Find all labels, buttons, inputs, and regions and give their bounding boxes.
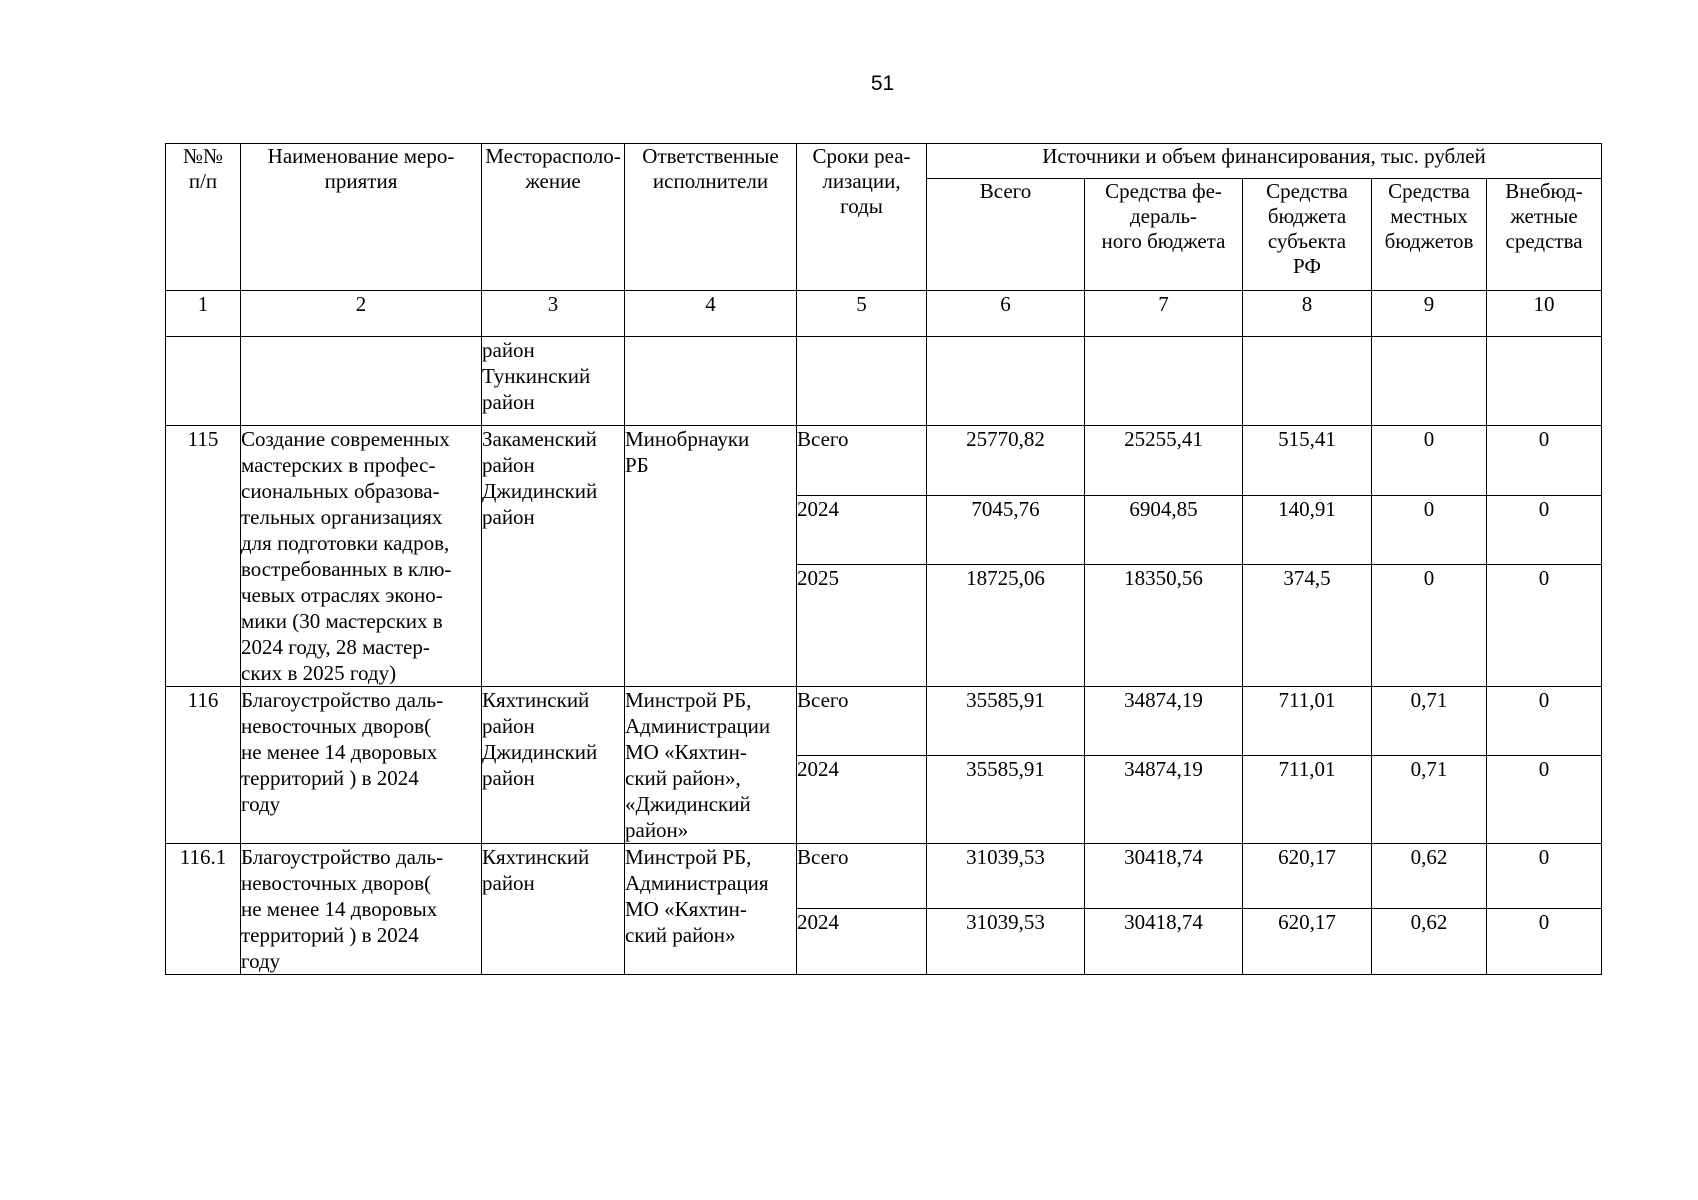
text-line: сиональных образова- [241, 479, 440, 503]
table-body [166, 144, 1602, 975]
column-number: 2 [241, 291, 482, 337]
text-line: район [482, 505, 535, 529]
amount-local: 0 [1372, 565, 1487, 687]
item-number: 116 [166, 687, 241, 844]
amount-regional: 711,01 [1243, 756, 1372, 844]
header-num [166, 144, 241, 291]
text-line: субъекта [1267, 229, 1347, 253]
text-line: Минстрой РБ, [625, 845, 752, 869]
amount-local: 0,62 [1372, 909, 1487, 975]
text-line: район [482, 390, 535, 414]
column-number: 10 [1487, 291, 1602, 337]
text-line: году [241, 792, 281, 816]
amount-regional: 515,41 [1243, 426, 1372, 496]
header-federal [1085, 179, 1243, 291]
item-location [482, 426, 625, 687]
column-number: 9 [1372, 291, 1487, 337]
amount-regional: 711,01 [1243, 687, 1372, 756]
text-line: РБ [625, 453, 649, 477]
header-terms [797, 144, 927, 291]
text-line: бюджета [1267, 204, 1347, 228]
amount-regional: 140,91 [1243, 495, 1372, 565]
header-name [241, 144, 482, 291]
period-cell: 2024 [797, 756, 927, 844]
text-line: Наименование меро- [267, 144, 455, 168]
amount-regional: 620,17 [1243, 844, 1372, 909]
text-line: Благоустройство даль- [241, 845, 444, 869]
text-line: «Джидинский [625, 792, 751, 816]
amount-local: 0,71 [1372, 687, 1487, 756]
text-line: не менее 14 дворовых [241, 897, 438, 921]
text-line: территорий ) в 2024 [241, 923, 419, 947]
text-line: тельных организациях [241, 505, 443, 529]
text-line: Тункинский [482, 364, 591, 388]
text-line: Администрация [625, 871, 769, 895]
text-line: район [482, 453, 535, 477]
header-offbudget [1487, 179, 1602, 291]
amount-total: 35585,91 [927, 687, 1085, 756]
text-line: ский район» [625, 923, 736, 947]
item-location [482, 687, 625, 844]
text-line: район» [625, 818, 689, 842]
amount-offbudget: 0 [1487, 844, 1602, 909]
period-cell: 2024 [797, 495, 927, 565]
text-line: Месторасполо- [485, 144, 621, 168]
amount-total: 18725,06 [927, 565, 1085, 687]
amount-total: 25770,82 [927, 426, 1085, 496]
text-line: Создание современных [241, 427, 450, 451]
amount-federal: 30418,74 [1085, 909, 1243, 975]
header-row [166, 144, 1602, 179]
item-name [241, 687, 482, 844]
period-cell: Всего [797, 844, 927, 909]
amount-local: 0 [1372, 426, 1487, 496]
text-line: территорий ) в 2024 [241, 766, 419, 790]
table-row [166, 426, 1602, 496]
text-line: бюджетов [1384, 229, 1474, 253]
item-number: 115 [166, 426, 241, 687]
text-line: местных [1390, 204, 1468, 228]
text-line: МО «Кяхтин- [625, 897, 747, 921]
text-line: году [241, 949, 281, 973]
continuation-location [482, 337, 625, 426]
header-local [1372, 179, 1487, 291]
cell-empty [797, 337, 927, 426]
amount-offbudget: 0 [1487, 756, 1602, 844]
continuation-row [166, 337, 1602, 426]
cell-empty [625, 337, 797, 426]
text-line: чевых отраслях эконо- [241, 583, 443, 607]
text-line: Джидинский [482, 740, 598, 764]
item-location [482, 844, 625, 975]
amount-total: 35585,91 [927, 756, 1085, 844]
page-number: 51 [870, 72, 895, 95]
amount-local: 0 [1372, 495, 1487, 565]
text-line: невосточных дворов( [241, 871, 432, 895]
text-line: ного бюджета [1101, 229, 1226, 253]
amount-total: 31039,53 [927, 844, 1085, 909]
text-line: жетные [1510, 204, 1578, 228]
item-responsible [625, 844, 797, 975]
text-line: Кяхтинский [482, 688, 590, 712]
table-row [166, 844, 1602, 909]
text-line: МО «Кяхтин- [625, 740, 747, 764]
text-line: невосточных дворов( [241, 714, 432, 738]
text-line: Благоустройство даль- [241, 688, 444, 712]
cell-empty [1487, 337, 1602, 426]
column-number: 6 [927, 291, 1085, 337]
text-line: Сроки реа- [812, 144, 911, 168]
header-total: Всего [927, 179, 1085, 291]
text-line: район [482, 766, 535, 790]
amount-local: 0,71 [1372, 756, 1487, 844]
item-responsible [625, 687, 797, 844]
period-cell: 2025 [797, 565, 927, 687]
text-line: средства [1505, 229, 1583, 253]
cell-empty [166, 337, 241, 426]
amount-offbudget: 0 [1487, 565, 1602, 687]
item-name [241, 844, 482, 975]
text-line: Внебюд- [1505, 179, 1583, 203]
amount-federal: 25255,41 [1085, 426, 1243, 496]
text-line: Средства фе- [1105, 179, 1222, 203]
text-line: Кяхтинский [482, 845, 590, 869]
item-number: 116.1 [166, 844, 241, 975]
amount-federal: 30418,74 [1085, 844, 1243, 909]
table-row [166, 687, 1602, 756]
text-line: район [482, 338, 535, 362]
text-line: приятия [324, 169, 398, 193]
text-line: мики (30 мастерских в [241, 609, 443, 633]
text-line: годы [840, 194, 883, 218]
text-line: 2024 году, 28 мастер- [241, 635, 430, 659]
column-number: 4 [625, 291, 797, 337]
item-name [241, 426, 482, 687]
text-line: исполнители [652, 169, 769, 193]
amount-offbudget: 0 [1487, 495, 1602, 565]
header-responsible [625, 144, 797, 291]
amount-local: 0,62 [1372, 844, 1487, 909]
amount-total: 31039,53 [927, 909, 1085, 975]
amount-offbudget: 0 [1487, 426, 1602, 496]
text-line: Закаменский [482, 427, 597, 451]
text-line: Ответственные [642, 144, 779, 168]
amount-federal: 34874,19 [1085, 756, 1243, 844]
amount-federal: 34874,19 [1085, 687, 1243, 756]
column-number: 3 [482, 291, 625, 337]
text-line: жение [525, 169, 581, 193]
text-line: Средства [1388, 179, 1470, 203]
period-cell: Всего [797, 687, 927, 756]
column-number: 5 [797, 291, 927, 337]
text-line: Средства [1266, 179, 1348, 203]
header-location [482, 144, 625, 291]
amount-offbudget: 0 [1487, 909, 1602, 975]
text-line: не менее 14 дворовых [241, 740, 438, 764]
amount-regional: 374,5 [1243, 565, 1372, 687]
text-line: район [482, 871, 535, 895]
text-line: лизации, [822, 169, 901, 193]
period-cell: 2024 [797, 909, 927, 975]
text-line: мастерских в профес- [241, 453, 436, 477]
text-line: Минстрой РБ, [625, 688, 752, 712]
column-number: 8 [1243, 291, 1372, 337]
text-line: п/п [188, 169, 218, 193]
cell-empty [241, 337, 482, 426]
text-line: Минобрнауки [625, 427, 750, 451]
amount-total: 7045,76 [927, 495, 1085, 565]
amount-offbudget: 0 [1487, 687, 1602, 756]
text-line: востребованных в клю- [241, 557, 452, 581]
column-number: 7 [1085, 291, 1243, 337]
cell-empty [1085, 337, 1243, 426]
cell-empty [1372, 337, 1487, 426]
text-line: ский район», [625, 766, 741, 790]
item-responsible [625, 426, 797, 687]
amount-federal: 6904,85 [1085, 495, 1243, 565]
financing-table [165, 143, 1602, 975]
text-line: дераль- [1129, 204, 1198, 228]
text-line: РФ [1293, 254, 1321, 278]
text-line: Администрации [625, 714, 771, 738]
header-regional [1243, 179, 1372, 291]
cell-empty [1243, 337, 1372, 426]
text-line: №№ [182, 144, 224, 168]
text-line: ских в 2025 году) [241, 661, 397, 685]
text-line: Джидинский [482, 479, 598, 503]
period-cell: Всего [797, 426, 927, 496]
column-number: 1 [166, 291, 241, 337]
amount-regional: 620,17 [1243, 909, 1372, 975]
header-sources: Источники и объем финансирования, тыс. рублей [927, 144, 1602, 179]
column-numbers-row [166, 291, 1602, 337]
cell-empty [927, 337, 1085, 426]
text-line: для подготовки кадров, [241, 531, 450, 555]
text-line: район [482, 714, 535, 738]
amount-federal: 18350,56 [1085, 565, 1243, 687]
